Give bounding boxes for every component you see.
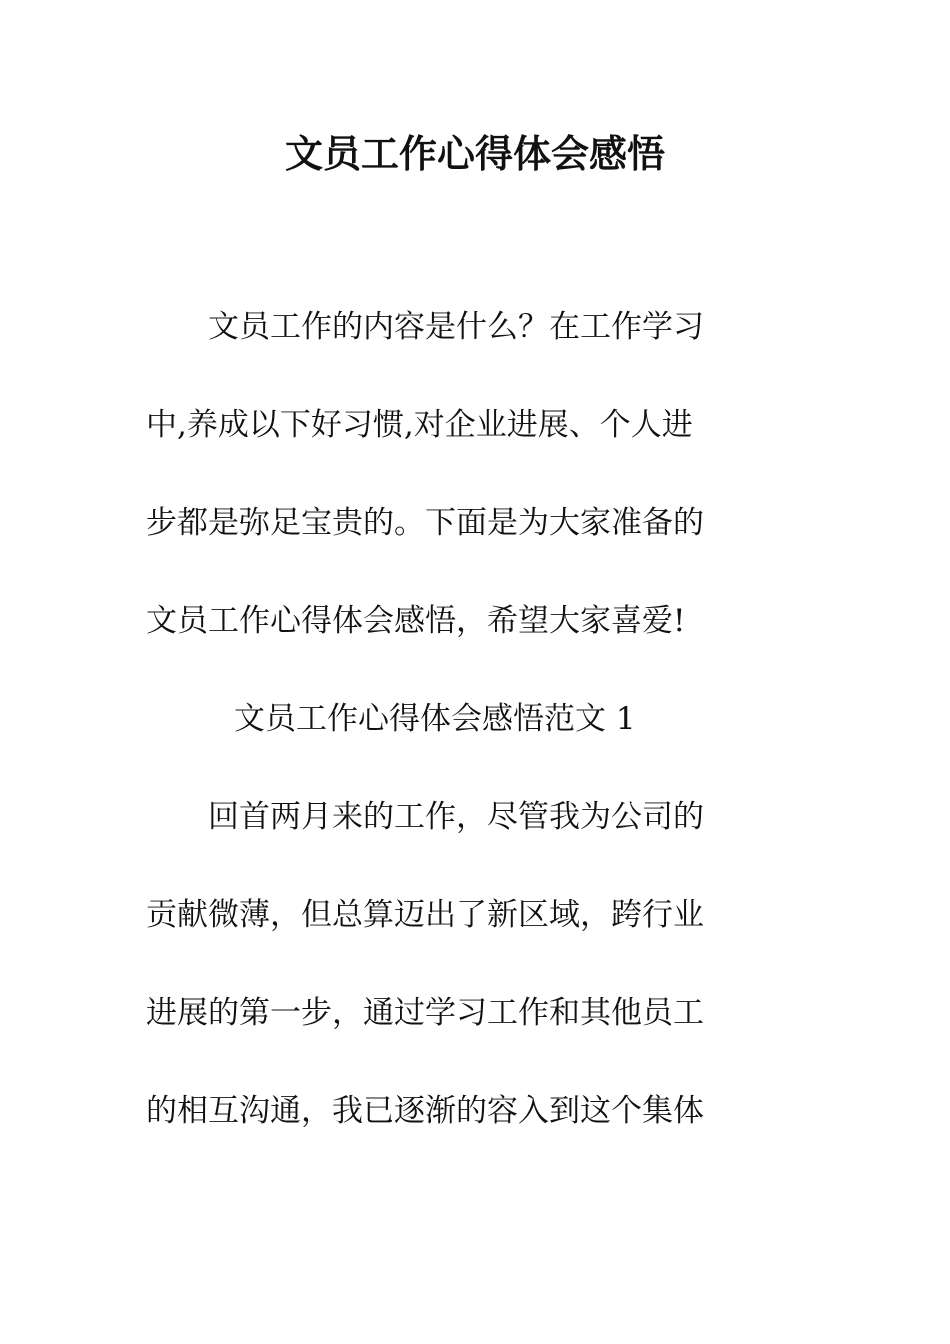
intro-line-4: 文员工作心得体会感悟，希望大家喜爱! — [146, 603, 686, 639]
section-line-1: 回首两月来的工作，尽管我为公司的 — [208, 799, 704, 835]
intro-paragraph — [146, 278, 786, 670]
intro-line-2: 中,养成以下好习惯,对企业进展、个人进 — [146, 407, 693, 443]
intro-line-3: 步都是弥足宝贵的。下面是为大家准备的 — [146, 505, 704, 541]
section-line-2: 贡献微薄，但总算迈出了新区域，跨行业 — [146, 897, 704, 933]
document-title: 文员工作心得体会感悟 — [284, 132, 665, 176]
section-line-3: 进展的第一步，通过学习工作和其他员工 — [146, 995, 704, 1031]
intro-line-1: 文员工作的内容是什么？在工作学习 — [208, 309, 704, 345]
document-body — [146, 278, 786, 1160]
section-heading: 文员工作心得体会感悟范文 1 — [234, 701, 636, 737]
section-line-4: 的相互沟通，我已逐渐的容入到这个集体 — [146, 1093, 704, 1129]
section-paragraph — [146, 768, 786, 1160]
